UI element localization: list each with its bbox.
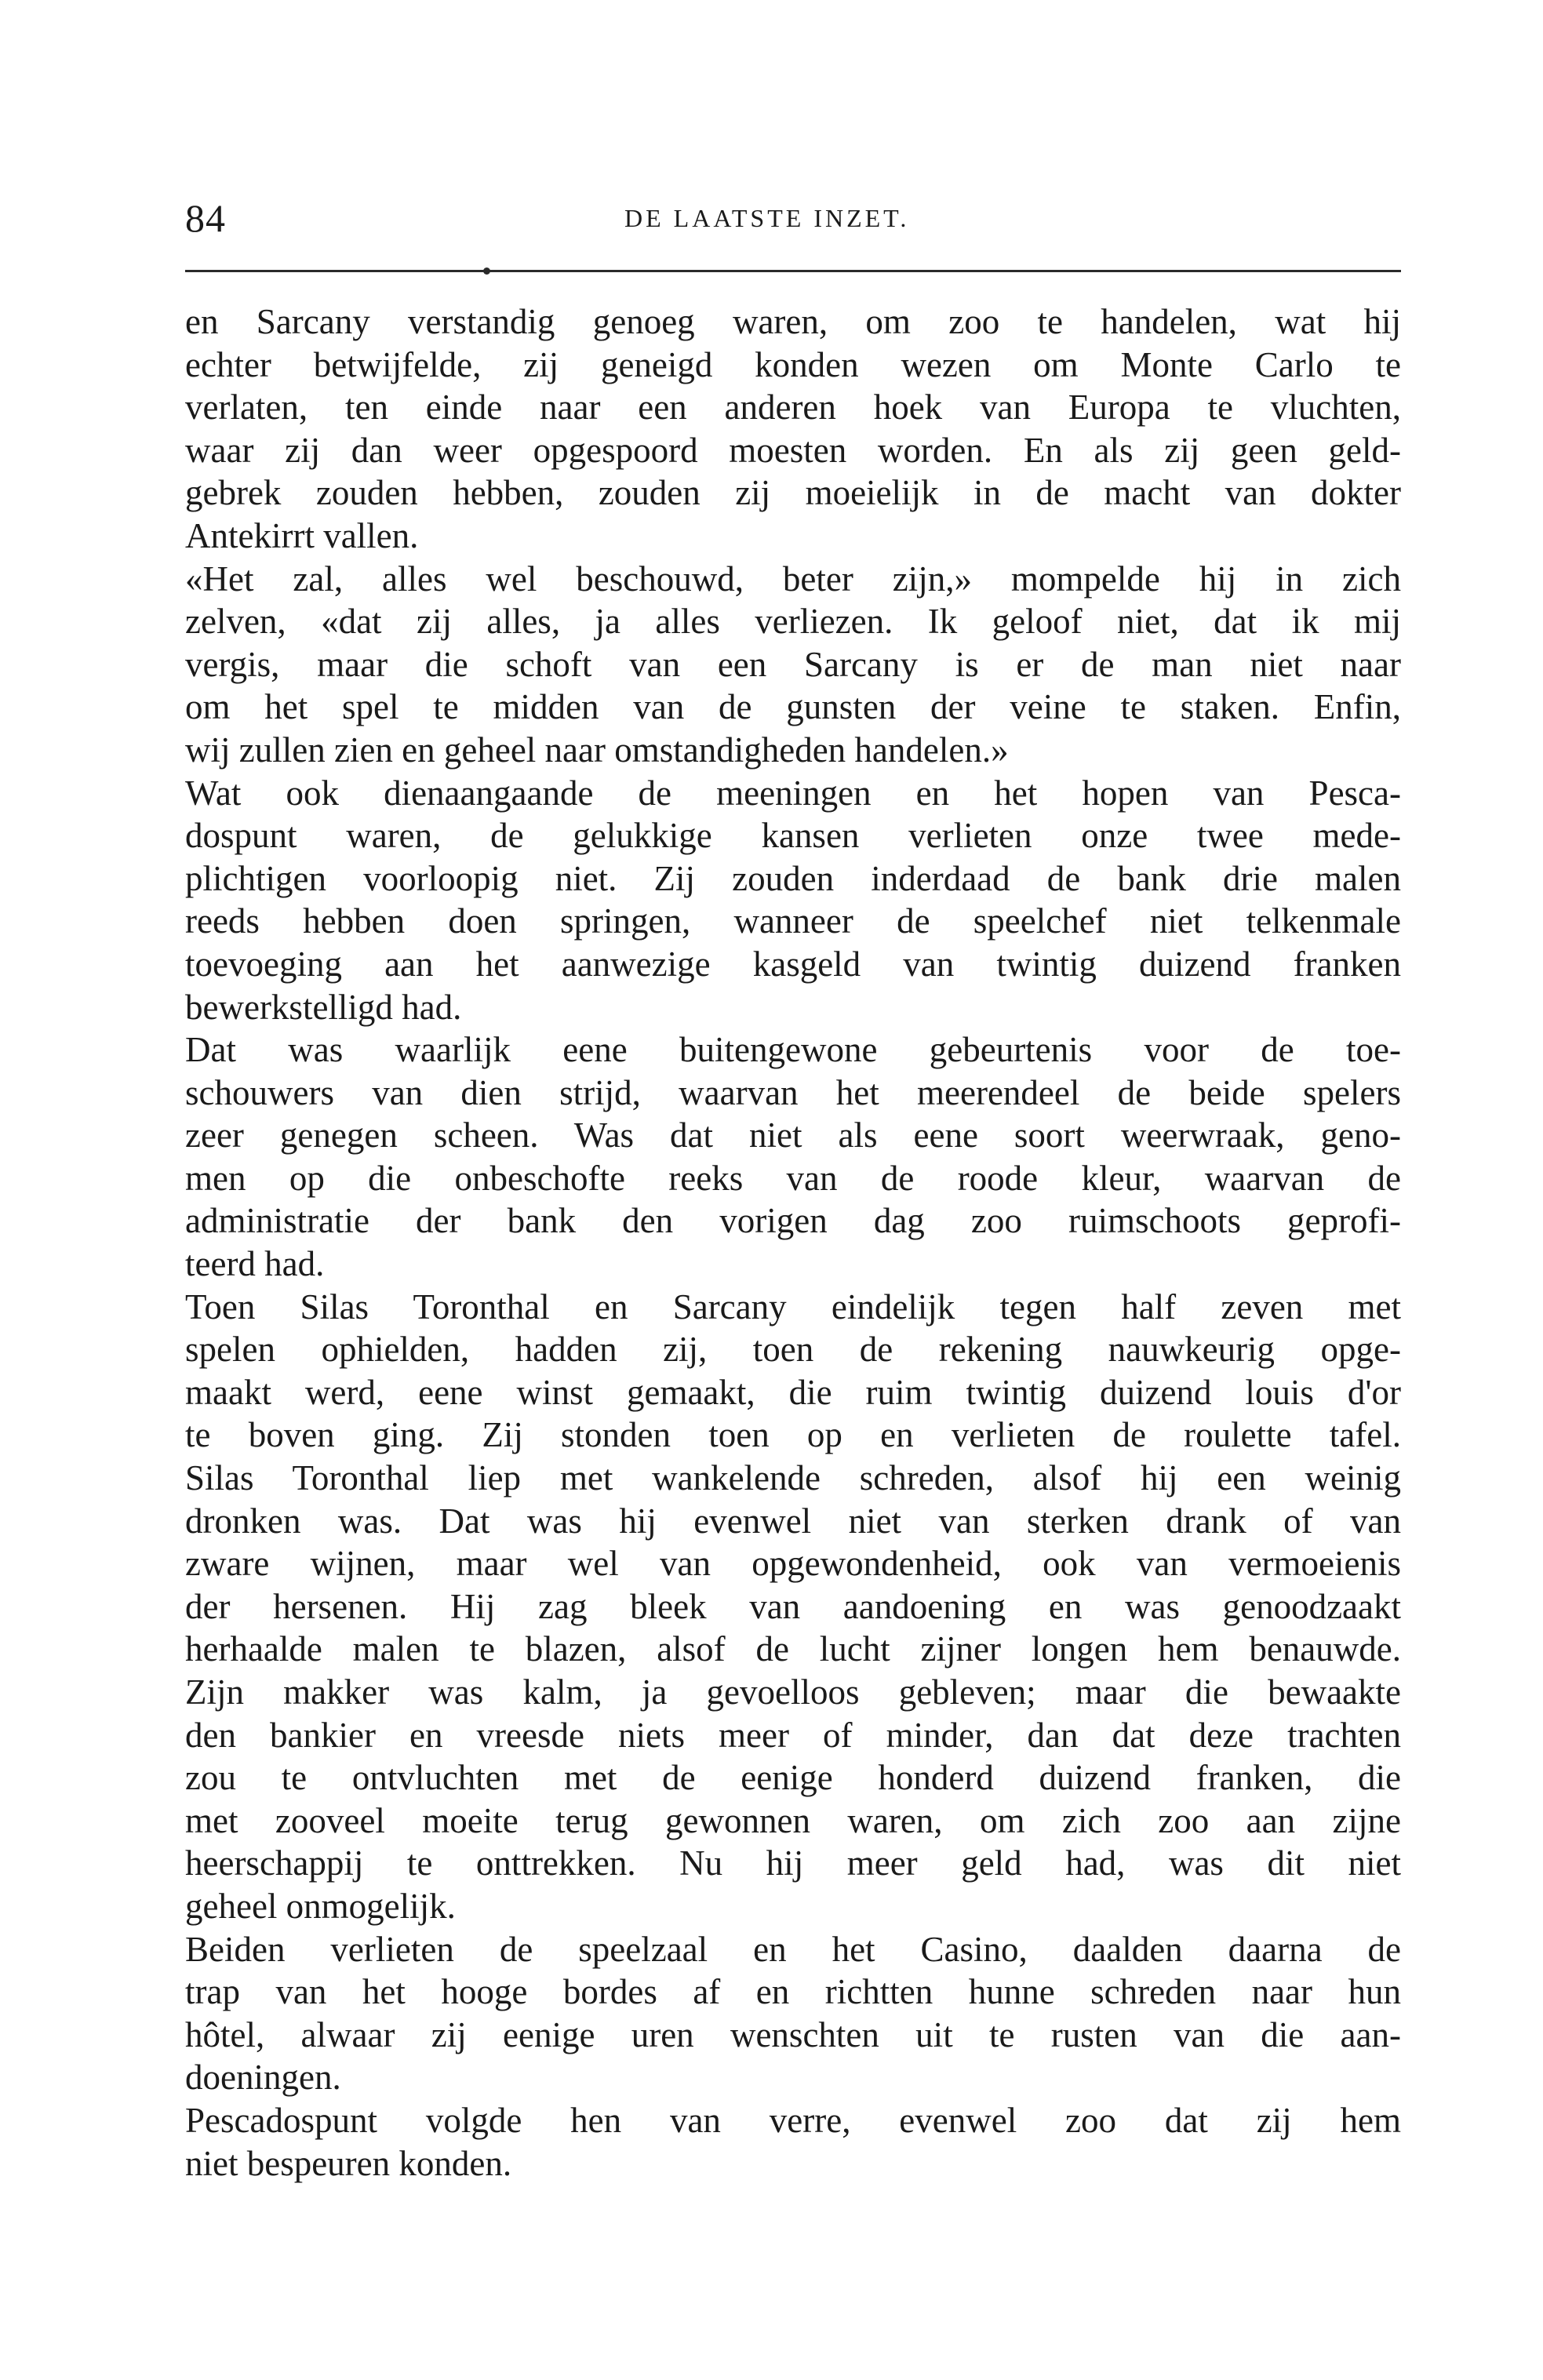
text-line: dospunt waren, de gelukkige kansen verlieten onze twee mede-	[185, 816, 1401, 856]
text-line: maakt werd, eene winst gemaakt, die ruim twintig duizend louis d'or	[185, 1372, 1401, 1412]
text-line: reeds hebben doen springen, wanneer de speelchef niet telkenmale	[185, 901, 1401, 941]
text-line: Pescadospunt volgde hen van verre, evenwel zoo dat zij hem	[185, 2100, 1401, 2140]
text-line: den bankier en vreesde niets meer of minder, dan dat deze trachten	[185, 1715, 1401, 1755]
text-line: toevoeging aan het aanwezige kasgeld van twintig duizend franken	[185, 944, 1401, 984]
text-line: spelen ophielden, hadden zij, toen de rekening nauwkeurig opge-	[185, 1330, 1401, 1370]
body-text	[185, 300, 1401, 2185]
header-rule	[185, 270, 1401, 272]
text-line: Antekirrt vallen.	[185, 515, 419, 555]
text-line: hôtel, alwaar zij eenige uren wenschten uit te rusten van die aan-	[185, 2014, 1401, 2054]
text-line: Toen Silas Toronthal en Sarcany eindelijk tegen half zeven met	[185, 1286, 1401, 1326]
text-line: administratie der bank den vorigen dag zoo ruimschoots geprofi-	[185, 1201, 1401, 1241]
text-line: Wat ook dienaangaande de meeningen en het hopen van Pesca-	[185, 773, 1401, 813]
text-line: wij zullen zien en geheel naar omstandigheden handelen.»	[185, 730, 1009, 770]
text-line: doeningen.	[185, 2058, 341, 2098]
text-line: der hersenen. Hij zag bleek van aandoening en was genoodzaakt	[185, 1586, 1401, 1626]
text-line: met zooveel moeite terug gewonnen waren, om zich zoo aan zijne	[185, 1800, 1401, 1840]
running-title: DE LAATSTE INZET.	[624, 204, 910, 232]
text-line: men op die onbeschofte reeks van de roode kleur, waarvan de	[185, 1158, 1401, 1198]
text-line: trap van het hooge bordes af en richtten hunne schreden naar hun	[185, 1972, 1401, 2012]
text-line: gebrek zouden hebben, zouden zij moeielijk in de macht van dokter	[185, 473, 1401, 513]
text-line: «Het zal, alles wel beschouwd, beter zijn,» mompelde hij in zich	[185, 559, 1401, 599]
text-line: te boven ging. Zij stonden toen op en verlieten de roulette tafel.	[185, 1415, 1401, 1455]
text-line: teerd had.	[185, 1244, 325, 1284]
text-line: vergis, maar die schoft van een Sarcany is er de man niet naar	[185, 644, 1401, 684]
text-line: heerschappij te onttrekken. Nu hij meer geld had, was dit niet	[185, 1843, 1401, 1883]
text-line: verlaten, ten einde naar een anderen hoek van Europa te vluchten,	[185, 388, 1401, 428]
text-line: geheel onmogelijk.	[185, 1886, 456, 1926]
text-line: Dat was waarlijk eene buitengewone gebeurtenis voor de toe-	[185, 1030, 1401, 1070]
text-line: Beiden verlieten de speelzaal en het Casino, daalden daarna de	[185, 1929, 1401, 1969]
rule-ornament	[483, 267, 490, 275]
running-head	[185, 195, 1401, 242]
text-line: waar zij dan weer opgespoord moesten worden. En als zij geen geld-	[185, 430, 1401, 470]
text-line: plichtigen voorloopig niet. Zij zouden inderdaad de bank drie malen	[185, 858, 1401, 898]
text-line: Silas Toronthal liep met wankelende schreden, alsof hij een weinig	[185, 1458, 1401, 1498]
text-line: en Sarcany verstandig genoeg waren, om zoo te handelen, wat hij	[185, 302, 1401, 341]
text-line: zeer genegen scheen. Was dat niet als eene soort weerwraak, geno-	[185, 1115, 1401, 1155]
text-line: bewerkstelligd had.	[185, 987, 462, 1027]
text-line: Zijn makker was kalm, ja gevoelloos gebleven; maar die bewaakte	[185, 1672, 1401, 1712]
text-line: om het spel te midden van de gunsten der veine te staken. Enfin,	[185, 687, 1401, 727]
text-line: niet bespeuren konden.	[185, 2143, 512, 2183]
page-number: 84	[185, 196, 226, 240]
text-line: echter betwijfelde, zij geneigd konden wezen om Monte Carlo te	[185, 344, 1401, 384]
text-line: schouwers van dien strijd, waarvan het meerendeel de beide spelers	[185, 1072, 1401, 1112]
text-line: zelven, «dat zij alles, ja alles verliezen. Ik geloof niet, dat ik mij	[185, 602, 1401, 642]
text-line: zware wijnen, maar wel van opgewondenheid, ook van vermoeienis	[185, 1544, 1401, 1584]
text-line: herhaalde malen te blazen, alsof de lucht zijner longen hem benauwde.	[185, 1629, 1401, 1669]
text-line: zou te ontvluchten met de eenige honderd duizend franken, die	[185, 1758, 1401, 1798]
text-line: dronken was. Dat was hij evenwel niet van sterken drank of van	[185, 1501, 1401, 1541]
